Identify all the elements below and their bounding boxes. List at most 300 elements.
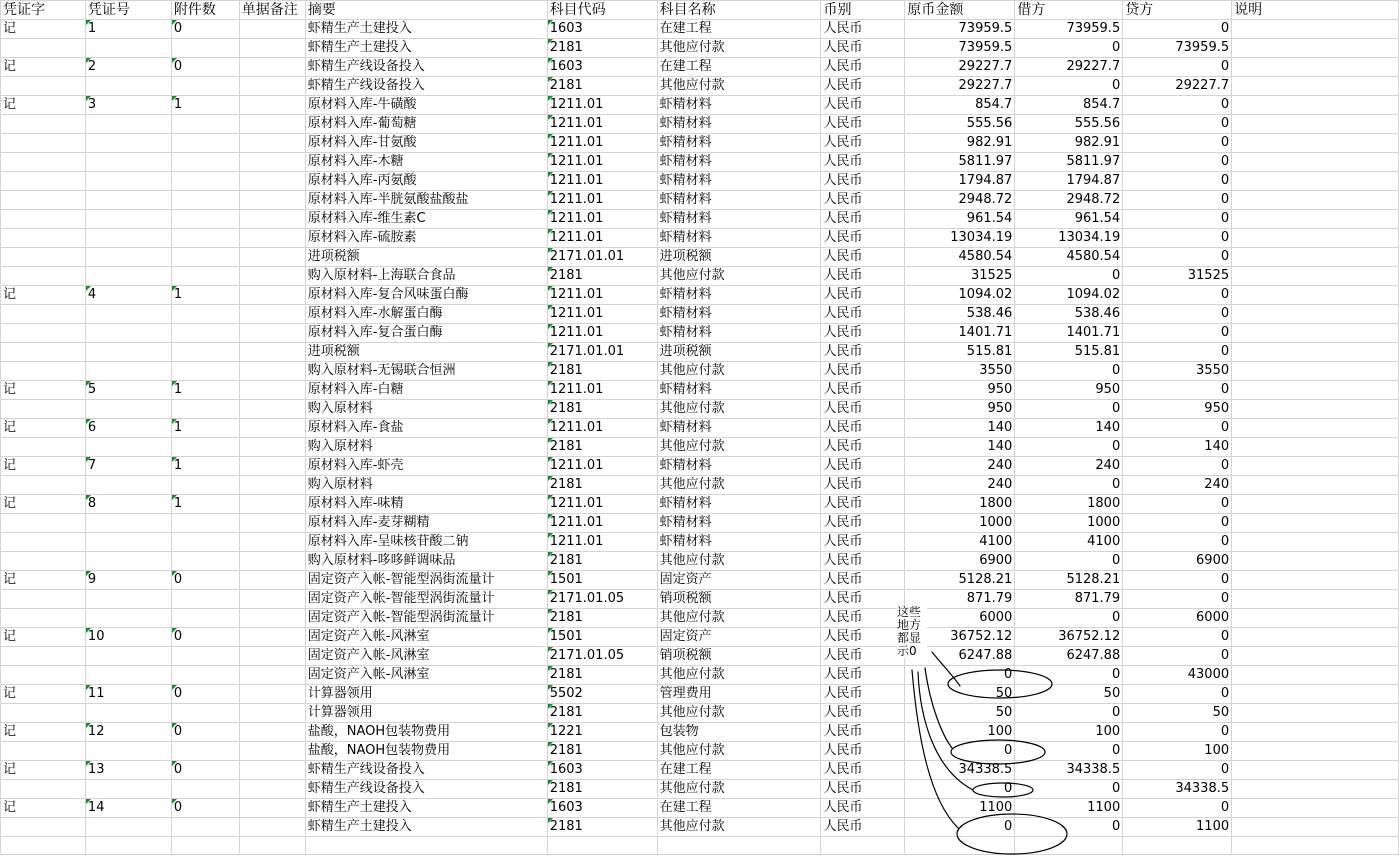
cell-voucher-no[interactable] [85,609,171,628]
cell-orig-amount[interactable]: 1800 [905,495,1015,514]
cell-summary[interactable]: 原材料入库-丙氨酸 [305,172,547,191]
cell-voucher-no[interactable] [85,400,171,419]
cell-voucher-type[interactable]: 记 [1,381,86,400]
cell-account-code[interactable]: 2171.01.05 [547,590,657,609]
cell-voucher-no[interactable]: 4 [85,286,171,305]
cell-credit[interactable]: 0 [1123,134,1232,153]
cell-summary[interactable]: 购入原材料 [305,400,547,419]
cell-debit[interactable]: 871.79 [1015,590,1123,609]
cell-account-code[interactable]: 2181 [547,818,657,837]
cell-credit[interactable]: 0 [1123,514,1232,533]
cell-doc-remark[interactable] [239,590,305,609]
cell-attachments[interactable] [171,343,239,362]
cell-credit[interactable]: 0 [1123,96,1232,115]
cell-debit[interactable]: 0 [1015,552,1123,571]
cell-note[interactable] [1232,590,1399,609]
cell-voucher-no[interactable] [85,191,171,210]
cell-attachments[interactable]: 1 [171,286,239,305]
cell-orig-amount[interactable]: 6900 [905,552,1015,571]
cell-voucher-type[interactable] [1,647,86,666]
cell-note[interactable] [1232,628,1399,647]
cell-credit[interactable]: 0 [1123,210,1232,229]
cell-note[interactable] [1232,343,1399,362]
cell-account-name[interactable]: 其他应付款 [657,704,821,723]
cell-doc-remark[interactable] [239,438,305,457]
cell-account-name[interactable]: 其他应付款 [657,666,821,685]
cell-currency[interactable]: 人民币 [821,742,905,761]
cell-orig-amount[interactable]: 0 [905,780,1015,799]
cell-attachments[interactable] [171,666,239,685]
cell-note[interactable] [1232,115,1399,134]
cell-account-code[interactable]: 2181 [547,400,657,419]
cell-account-code[interactable]: 1211.01 [547,153,657,172]
cell-account-code[interactable]: 2181 [547,476,657,495]
cell-account-name[interactable]: 虾精材料 [657,305,821,324]
cell-note[interactable] [1232,419,1399,438]
cell-voucher-type[interactable] [1,438,86,457]
cell-currency[interactable]: 人民币 [821,799,905,818]
cell-note[interactable] [1232,39,1399,58]
cell-orig-amount[interactable]: 140 [905,419,1015,438]
cell-account-name[interactable]: 在建工程 [657,761,821,780]
cell-doc-remark[interactable] [239,286,305,305]
cell-summary[interactable]: 购入原材料-上海联合食品 [305,267,547,286]
cell-debit[interactable]: 4580.54 [1015,248,1123,267]
cell-doc-remark[interactable] [239,419,305,438]
cell-credit[interactable]: 0 [1123,647,1232,666]
cell-doc-remark[interactable] [239,761,305,780]
cell-currency[interactable]: 人民币 [821,533,905,552]
cell-voucher-no[interactable] [85,742,171,761]
cell-account-code[interactable]: 1211.01 [547,286,657,305]
cell-debit[interactable]: 854.7 [1015,96,1123,115]
cell-account-name[interactable]: 虾精材料 [657,96,821,115]
cell-orig-amount[interactable]: 29227.7 [905,77,1015,96]
cell-voucher-no[interactable] [85,818,171,837]
cell-currency[interactable]: 人民币 [821,780,905,799]
cell-orig-amount[interactable]: 0 [905,818,1015,837]
cell-currency[interactable]: 人民币 [821,248,905,267]
cell-currency[interactable]: 人民币 [821,58,905,77]
cell-summary[interactable]: 虾精生产线设备投入 [305,761,547,780]
empty-cell[interactable] [171,837,239,855]
cell-doc-remark[interactable] [239,723,305,742]
cell-debit[interactable]: 555.56 [1015,115,1123,134]
cell-credit[interactable]: 0 [1123,723,1232,742]
cell-voucher-no[interactable] [85,229,171,248]
cell-attachments[interactable] [171,514,239,533]
cell-orig-amount[interactable]: 1401.71 [905,324,1015,343]
cell-debit[interactable]: 2948.72 [1015,191,1123,210]
cell-attachments[interactable] [171,609,239,628]
header-cell-debit[interactable]: 借方 [1015,1,1123,20]
cell-debit[interactable]: 5128.21 [1015,571,1123,590]
cell-account-name[interactable]: 其他应付款 [657,400,821,419]
cell-account-name[interactable]: 虾精材料 [657,210,821,229]
cell-account-code[interactable]: 1211.01 [547,96,657,115]
cell-note[interactable] [1232,229,1399,248]
cell-debit[interactable]: 0 [1015,666,1123,685]
cell-attachments[interactable]: 1 [171,419,239,438]
cell-orig-amount[interactable]: 2948.72 [905,191,1015,210]
cell-doc-remark[interactable] [239,628,305,647]
cell-account-code[interactable]: 1211.01 [547,305,657,324]
cell-voucher-no[interactable] [85,438,171,457]
cell-account-name[interactable]: 虾精材料 [657,286,821,305]
header-cell-credit[interactable]: 贷方 [1123,1,1232,20]
cell-account-code[interactable]: 1211.01 [547,191,657,210]
cell-doc-remark[interactable] [239,96,305,115]
cell-orig-amount[interactable]: 0 [905,742,1015,761]
cell-credit[interactable]: 0 [1123,20,1232,39]
cell-doc-remark[interactable] [239,58,305,77]
cell-summary[interactable]: 盐酸，NAOH包装物费用 [305,723,547,742]
cell-credit[interactable]: 0 [1123,305,1232,324]
cell-credit[interactable]: 0 [1123,457,1232,476]
cell-note[interactable] [1232,799,1399,818]
cell-account-code[interactable]: 1603 [547,799,657,818]
cell-doc-remark[interactable] [239,343,305,362]
cell-doc-remark[interactable] [239,742,305,761]
cell-credit[interactable]: 0 [1123,761,1232,780]
header-cell-currency[interactable]: 币别 [821,1,905,20]
cell-voucher-type[interactable] [1,39,86,58]
cell-attachments[interactable] [171,818,239,837]
cell-currency[interactable]: 人民币 [821,20,905,39]
cell-account-name[interactable]: 其他应付款 [657,742,821,761]
cell-debit[interactable]: 29227.7 [1015,58,1123,77]
cell-voucher-no[interactable] [85,704,171,723]
cell-account-name[interactable]: 虾精材料 [657,229,821,248]
cell-doc-remark[interactable] [239,400,305,419]
cell-voucher-no[interactable] [85,210,171,229]
cell-account-name[interactable]: 其他应付款 [657,362,821,381]
cell-credit[interactable]: 0 [1123,495,1232,514]
cell-voucher-type[interactable]: 记 [1,96,86,115]
cell-voucher-no[interactable] [85,153,171,172]
cell-currency[interactable]: 人民币 [821,134,905,153]
cell-note[interactable] [1232,267,1399,286]
cell-doc-remark[interactable] [239,457,305,476]
cell-note[interactable] [1232,58,1399,77]
cell-credit[interactable]: 0 [1123,419,1232,438]
cell-orig-amount[interactable]: 871.79 [905,590,1015,609]
header-cell-attachments[interactable]: 附件数 [171,1,239,20]
cell-credit[interactable]: 31525 [1123,267,1232,286]
cell-account-code[interactable]: 2181 [547,362,657,381]
cell-summary[interactable]: 进项税额 [305,248,547,267]
cell-voucher-type[interactable]: 记 [1,419,86,438]
cell-orig-amount[interactable]: 538.46 [905,305,1015,324]
cell-attachments[interactable] [171,324,239,343]
cell-voucher-no[interactable] [85,476,171,495]
cell-orig-amount[interactable]: 950 [905,381,1015,400]
cell-orig-amount[interactable]: 31525 [905,267,1015,286]
cell-debit[interactable]: 73959.5 [1015,20,1123,39]
cell-credit[interactable]: 0 [1123,799,1232,818]
cell-currency[interactable]: 人民币 [821,476,905,495]
cell-account-name[interactable]: 虾精材料 [657,153,821,172]
empty-cell[interactable] [1123,837,1232,855]
cell-debit[interactable]: 0 [1015,362,1123,381]
cell-voucher-type[interactable] [1,552,86,571]
cell-note[interactable] [1232,286,1399,305]
cell-credit[interactable]: 0 [1123,381,1232,400]
cell-account-code[interactable]: 1221 [547,723,657,742]
cell-note[interactable] [1232,248,1399,267]
cell-account-name[interactable]: 进项税额 [657,248,821,267]
cell-attachments[interactable] [171,590,239,609]
cell-account-code[interactable]: 2181 [547,552,657,571]
cell-voucher-no[interactable] [85,666,171,685]
cell-orig-amount[interactable]: 6000 [905,609,1015,628]
header-cell-account-name[interactable]: 科目名称 [657,1,821,20]
cell-debit[interactable]: 34338.5 [1015,761,1123,780]
cell-account-code[interactable]: 1501 [547,571,657,590]
cell-account-name[interactable]: 在建工程 [657,58,821,77]
cell-debit[interactable]: 538.46 [1015,305,1123,324]
cell-attachments[interactable] [171,191,239,210]
cell-voucher-type[interactable] [1,343,86,362]
cell-currency[interactable]: 人民币 [821,704,905,723]
cell-doc-remark[interactable] [239,685,305,704]
cell-currency[interactable]: 人民币 [821,400,905,419]
cell-note[interactable] [1232,96,1399,115]
cell-voucher-type[interactable]: 记 [1,571,86,590]
cell-credit[interactable]: 0 [1123,229,1232,248]
cell-orig-amount[interactable]: 5811.97 [905,153,1015,172]
empty-cell[interactable] [1,837,86,855]
cell-debit[interactable]: 982.91 [1015,134,1123,153]
cell-summary[interactable]: 原材料入库-硫胺素 [305,229,547,248]
cell-summary[interactable]: 计算器领用 [305,685,547,704]
cell-doc-remark[interactable] [239,20,305,39]
cell-attachments[interactable] [171,134,239,153]
cell-voucher-type[interactable] [1,476,86,495]
cell-debit[interactable]: 6247.88 [1015,647,1123,666]
cell-account-name[interactable]: 固定资产 [657,571,821,590]
cell-note[interactable] [1232,647,1399,666]
cell-voucher-no[interactable]: 2 [85,58,171,77]
cell-note[interactable] [1232,704,1399,723]
cell-attachments[interactable] [171,704,239,723]
cell-orig-amount[interactable]: 29227.7 [905,58,1015,77]
cell-voucher-no[interactable]: 12 [85,723,171,742]
cell-voucher-no[interactable] [85,134,171,153]
cell-account-code[interactable]: 1211.01 [547,457,657,476]
cell-voucher-type[interactable]: 记 [1,20,86,39]
cell-doc-remark[interactable] [239,780,305,799]
header-cell-voucher-type[interactable]: 凭证字 [1,1,86,20]
cell-voucher-type[interactable] [1,77,86,96]
cell-account-code[interactable]: 1501 [547,628,657,647]
cell-currency[interactable]: 人民币 [821,153,905,172]
cell-voucher-no[interactable] [85,267,171,286]
cell-voucher-type[interactable] [1,818,86,837]
cell-voucher-type[interactable] [1,248,86,267]
cell-account-code[interactable]: 1211.01 [547,229,657,248]
cell-orig-amount[interactable]: 4580.54 [905,248,1015,267]
cell-currency[interactable]: 人民币 [821,77,905,96]
cell-orig-amount[interactable]: 140 [905,438,1015,457]
cell-attachments[interactable] [171,742,239,761]
cell-credit[interactable]: 0 [1123,571,1232,590]
cell-summary[interactable]: 虾精生产土建投入 [305,39,547,58]
cell-debit[interactable]: 240 [1015,457,1123,476]
cell-account-code[interactable]: 2181 [547,666,657,685]
cell-account-code[interactable]: 2181 [547,742,657,761]
cell-account-name[interactable]: 虾精材料 [657,533,821,552]
cell-doc-remark[interactable] [239,571,305,590]
cell-note[interactable] [1232,476,1399,495]
cell-note[interactable] [1232,723,1399,742]
cell-credit[interactable]: 0 [1123,191,1232,210]
cell-debit[interactable]: 1000 [1015,514,1123,533]
cell-voucher-no[interactable] [85,343,171,362]
cell-summary[interactable]: 购入原材料-无锡联合恒洲 [305,362,547,381]
cell-doc-remark[interactable] [239,248,305,267]
cell-voucher-type[interactable] [1,742,86,761]
cell-voucher-no[interactable] [85,77,171,96]
cell-orig-amount[interactable]: 854.7 [905,96,1015,115]
cell-orig-amount[interactable]: 5128.21 [905,571,1015,590]
cell-voucher-type[interactable]: 记 [1,799,86,818]
cell-debit[interactable]: 0 [1015,780,1123,799]
header-cell-orig-amount[interactable]: 原币金额 [905,1,1015,20]
cell-voucher-type[interactable] [1,172,86,191]
cell-voucher-type[interactable] [1,609,86,628]
cell-voucher-no[interactable] [85,305,171,324]
cell-summary[interactable]: 固定资产入帐-智能型涡街流量计 [305,571,547,590]
cell-orig-amount[interactable]: 73959.5 [905,20,1015,39]
cell-note[interactable] [1232,153,1399,172]
cell-voucher-type[interactable] [1,362,86,381]
cell-doc-remark[interactable] [239,267,305,286]
cell-credit[interactable]: 140 [1123,438,1232,457]
cell-currency[interactable]: 人民币 [821,666,905,685]
cell-orig-amount[interactable]: 1094.02 [905,286,1015,305]
cell-summary[interactable]: 固定资产入帐-风淋室 [305,647,547,666]
cell-currency[interactable]: 人民币 [821,514,905,533]
cell-account-code[interactable]: 1211.01 [547,134,657,153]
cell-account-name[interactable]: 其他应付款 [657,476,821,495]
cell-voucher-type[interactable] [1,324,86,343]
cell-note[interactable] [1232,381,1399,400]
cell-currency[interactable]: 人民币 [821,590,905,609]
cell-summary[interactable]: 进项税额 [305,343,547,362]
cell-currency[interactable]: 人民币 [821,115,905,134]
cell-debit[interactable]: 961.54 [1015,210,1123,229]
cell-summary[interactable]: 原材料入库-复合风味蛋白酶 [305,286,547,305]
cell-voucher-no[interactable]: 6 [85,419,171,438]
cell-summary[interactable]: 虾精生产土建投入 [305,818,547,837]
cell-voucher-type[interactable]: 记 [1,628,86,647]
cell-summary[interactable]: 原材料入库-虾壳 [305,457,547,476]
cell-note[interactable] [1232,77,1399,96]
cell-account-code[interactable]: 1603 [547,761,657,780]
cell-summary[interactable]: 原材料入库-葡萄糖 [305,115,547,134]
cell-note[interactable] [1232,172,1399,191]
cell-voucher-type[interactable]: 记 [1,495,86,514]
cell-voucher-no[interactable]: 5 [85,381,171,400]
cell-debit[interactable]: 0 [1015,267,1123,286]
cell-account-name[interactable]: 虾精材料 [657,134,821,153]
cell-orig-amount[interactable]: 50 [905,704,1015,723]
cell-account-code[interactable]: 1211.01 [547,514,657,533]
cell-account-name[interactable]: 其他应付款 [657,267,821,286]
cell-note[interactable] [1232,20,1399,39]
cell-attachments[interactable] [171,210,239,229]
cell-voucher-type[interactable] [1,191,86,210]
empty-cell[interactable] [657,837,821,855]
cell-summary[interactable]: 固定资产入帐-风淋室 [305,628,547,647]
cell-voucher-no[interactable] [85,324,171,343]
cell-summary[interactable]: 虾精生产线设备投入 [305,77,547,96]
cell-summary[interactable]: 固定资产入帐-智能型涡街流量计 [305,590,547,609]
cell-account-name[interactable]: 销项税额 [657,590,821,609]
cell-voucher-no[interactable]: 10 [85,628,171,647]
cell-note[interactable] [1232,552,1399,571]
cell-summary[interactable]: 原材料入库-水解蛋白酶 [305,305,547,324]
cell-doc-remark[interactable] [239,172,305,191]
cell-orig-amount[interactable]: 0 [905,666,1015,685]
cell-doc-remark[interactable] [239,210,305,229]
cell-debit[interactable]: 515.81 [1015,343,1123,362]
cell-currency[interactable]: 人民币 [821,609,905,628]
cell-account-name[interactable]: 其他应付款 [657,818,821,837]
cell-summary[interactable]: 原材料入库-麦芽糊精 [305,514,547,533]
cell-summary[interactable]: 原材料入库-甘氨酸 [305,134,547,153]
cell-account-name[interactable]: 虾精材料 [657,115,821,134]
cell-summary[interactable]: 原材料入库-复合蛋白酶 [305,324,547,343]
cell-account-name[interactable]: 虾精材料 [657,172,821,191]
cell-note[interactable] [1232,305,1399,324]
cell-attachments[interactable] [171,533,239,552]
cell-account-code[interactable]: 1211.01 [547,115,657,134]
cell-currency[interactable]: 人民币 [821,419,905,438]
cell-attachments[interactable] [171,647,239,666]
cell-currency[interactable]: 人民币 [821,818,905,837]
cell-voucher-type[interactable] [1,533,86,552]
cell-doc-remark[interactable] [239,77,305,96]
cell-attachments[interactable] [171,476,239,495]
cell-orig-amount[interactable]: 1100 [905,799,1015,818]
cell-attachments[interactable] [171,305,239,324]
cell-doc-remark[interactable] [239,647,305,666]
empty-cell[interactable] [1015,837,1123,855]
cell-debit[interactable]: 950 [1015,381,1123,400]
cell-currency[interactable]: 人民币 [821,457,905,476]
cell-currency[interactable]: 人民币 [821,343,905,362]
cell-debit[interactable]: 0 [1015,704,1123,723]
cell-voucher-type[interactable]: 记 [1,723,86,742]
cell-currency[interactable]: 人民币 [821,210,905,229]
cell-currency[interactable]: 人民币 [821,324,905,343]
cell-summary[interactable]: 固定资产入帐-风淋室 [305,666,547,685]
cell-currency[interactable]: 人民币 [821,362,905,381]
cell-attachments[interactable]: 0 [171,571,239,590]
header-cell-doc-remark[interactable]: 单据备注 [239,1,305,20]
cell-note[interactable] [1232,761,1399,780]
cell-voucher-no[interactable] [85,362,171,381]
cell-currency[interactable]: 人民币 [821,571,905,590]
cell-account-name[interactable]: 在建工程 [657,799,821,818]
cell-doc-remark[interactable] [239,305,305,324]
cell-attachments[interactable] [171,400,239,419]
cell-account-code[interactable]: 2181 [547,77,657,96]
cell-doc-remark[interactable] [239,362,305,381]
cell-doc-remark[interactable] [239,666,305,685]
